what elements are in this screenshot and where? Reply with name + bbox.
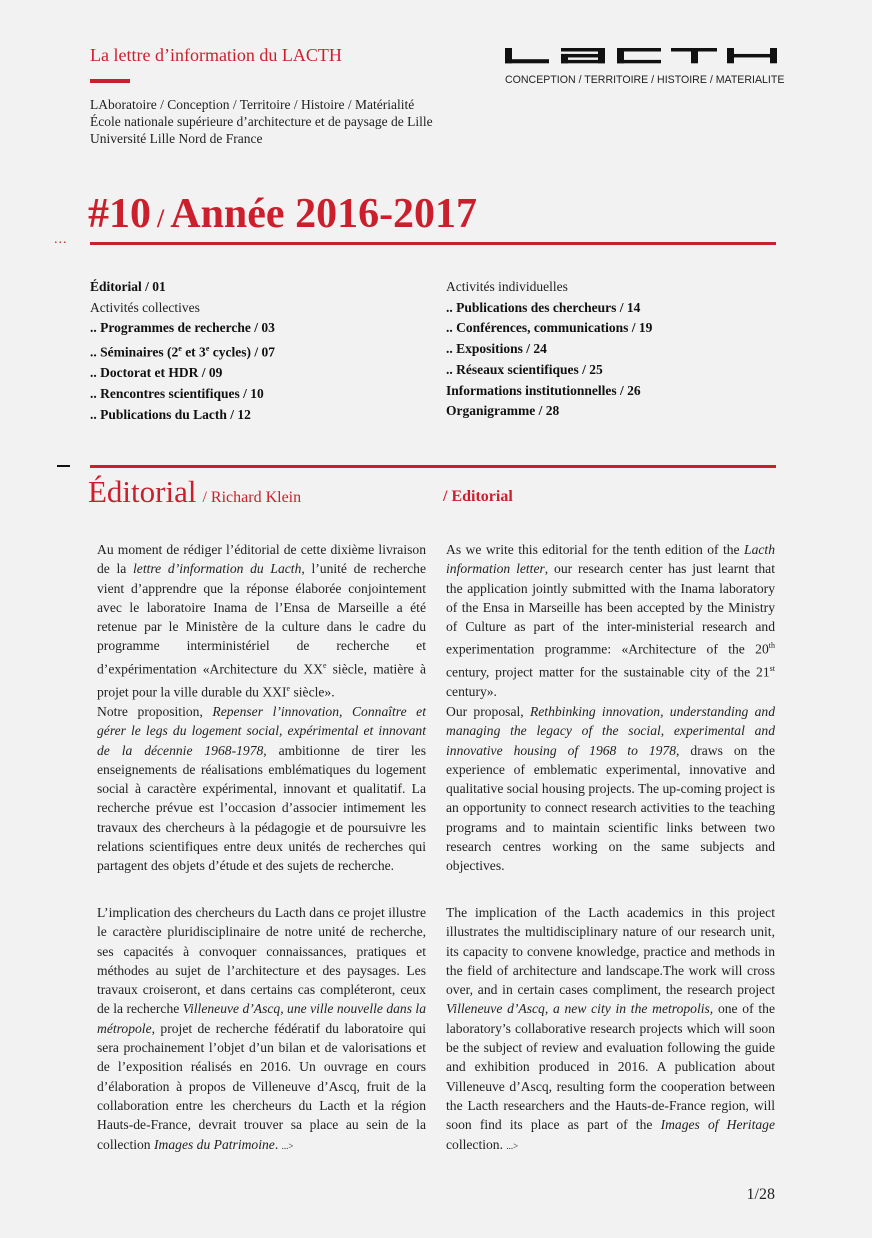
toc-item[interactable]: .. Rencontres scientifiques / 10 <box>90 386 264 402</box>
text-run: th <box>768 641 775 651</box>
paragraph <box>446 702 775 876</box>
editorial-fr-p1 <box>97 540 426 701</box>
editorial-heading <box>88 474 301 510</box>
toc-item[interactable]: .. Programmes de recherche / 03 <box>90 320 275 336</box>
italic-title: Images of Heritage <box>660 1117 775 1133</box>
text-run: Notre proposition, <box>97 704 213 719</box>
toc-item[interactable]: Informations institutionnelles / 26 <box>446 382 641 398</box>
paragraph <box>446 903 775 1156</box>
editorial-fr-p2 <box>97 702 426 876</box>
newsletter-kicker: La lettre d’information du LACTH <box>90 45 342 65</box>
address-line: LAboratoire / Conception / Territoire / Histoire / Matérialité <box>90 97 415 112</box>
title-rule <box>90 242 776 245</box>
text-run: century, project matter for the sustainable city of the 21 <box>446 664 770 680</box>
issue-title: #10 / Année 2016-2017 <box>88 191 478 237</box>
toc-item[interactable]: .. Publications du Lacth / 12 <box>90 406 251 422</box>
editorial-en-p3 <box>446 903 775 1156</box>
paragraph <box>446 540 775 701</box>
toc-item[interactable]: .. Réseaux scientifiques / 25 <box>446 361 603 377</box>
kicker-bar <box>90 79 130 83</box>
logo-subtitle: CONCEPTION / TERRITOIRE / HISTOIRE / MATERIALITE <box>505 74 785 86</box>
text-run: e <box>322 660 327 670</box>
toc-item[interactable]: .. Expositions / 24 <box>446 341 547 357</box>
italic-title: Villeneuve d’Ascq, une ville nouvelle dans la métropole <box>97 1001 426 1036</box>
text-run: siècle». <box>290 684 335 700</box>
lacth-logo <box>505 48 785 86</box>
editorial-author: / Richard Klein <box>202 489 302 506</box>
text-run: The implication of the Lacth academics in this project illustrates the multidisciplinary nature of our research unit, its capacity to convene knowledge, practice and methods in the field of architecture and landscape.The work will cross over, and in certain cases compliment, the research project <box>446 905 775 998</box>
text-run: , projet de recherche fédératif du laboratoire qui sera prochainement l’objet d’un bilan et de valorisations et de l’exposition réalisés en 2016. Un ouvrage en cours d’élaboration à propos de Villeneuve d’Ascq, fruit de la collaboration entre les chercheurs du Lacth et la région Hauts-de-France, devrait trouver sa place au sein de la collection <box>97 1020 426 1152</box>
italic-title: Lacth information letter <box>446 542 775 577</box>
text-run: siècle, matière à projet pour la ville durable du XXI <box>97 661 426 700</box>
text-run: st <box>769 664 775 674</box>
text-run: As we write this editorial for the tenth edition of the <box>446 542 745 557</box>
text-run: collection. <box>446 1136 507 1152</box>
continued-marker: ...> <box>506 1140 519 1151</box>
continued-marker: ...> <box>281 1140 294 1151</box>
toc-item[interactable]: .. Séminaires (2e et 3e cycles) / 07 <box>90 344 275 360</box>
italic-title: lettre d’information du Lacth <box>133 561 302 577</box>
italic-title: Repenser l’innovation, Connaître et gérer le legs du logement social, expérimental et innovant de la décennie 1968-1978 <box>97 704 426 758</box>
text-run: , l’unité de recherche vient d’apprendre que la réponse élaborée conjointement avec le laboratoire Inama de l’Ensa de Marseille a été retenue par le Ministère de la culture dans le cadre du programme interministériel de recherche et d’expérimentation «Architecture du XX <box>97 561 426 677</box>
editorial-rule <box>90 465 776 468</box>
text-run: , our research center has just learnt that the application jointly submitted with the Inama laboratory of the Ensa in Marseille has been accepted by the Ministry of Culture as part of the inter-ministerial research and experimentation programme: «Architecture of the 20 <box>446 561 775 658</box>
toc-item[interactable]: Activités individuelles <box>446 279 568 294</box>
toc-item[interactable]: .. Doctorat et HDR / 09 <box>90 365 223 381</box>
toc-left <box>90 277 275 425</box>
section-dash <box>57 465 70 467</box>
text-run: one of the laboratory’s collaborative research projects which will soon be the subject of review and evaluation following the guide and exhibition produced in 2016. A publication about Villeneuve d’Ascq, resulting form the cooperation between the Lacth researchers and the Hauts-de-France region, will soon find its place as part of the <box>446 1001 775 1133</box>
toc-right <box>446 277 652 422</box>
institution-address <box>90 96 433 147</box>
italic-title: Rethbinking innovation, understanding and managing the legacy of the social, experimental and innovative housing of 1968 to 1978 <box>446 704 776 758</box>
toc-item[interactable]: Organigramme / 28 <box>446 403 560 419</box>
text-run: , ambitionne de tirer les enseignements de réalisations emblématiques du logement social à caractère expérimental, innovant et qualitatif. La recherche prévue est l’occasion d’associer intimement les travaux des chercheurs à la pédagogie et de poursuivre les relations scientifiques entre deux unités de recherches qui partagent des objets d’étude et des sujets de recherche. <box>97 742 426 874</box>
text-run: e <box>286 683 291 693</box>
paragraph <box>97 903 426 1156</box>
address-line: École nationale supérieure d’architecture et de paysage de Lille <box>90 114 433 129</box>
italic-title: Villeneuve d’Ascq, a new city in the metropolis, <box>446 1001 714 1017</box>
logo-word <box>505 48 777 66</box>
toc-item[interactable]: Activités collectives <box>90 299 200 315</box>
paragraph <box>97 540 426 701</box>
editorial-heading-en: / Editorial <box>443 488 513 505</box>
text-run: century». <box>446 684 497 700</box>
italic-title: Images du Patrimoine <box>154 1136 275 1152</box>
page-number: 1/28 <box>746 1186 775 1203</box>
toc-item[interactable]: .. Publications des chercheurs / 14 <box>446 299 641 315</box>
text-run: . <box>274 1136 282 1152</box>
logo-lettering-icon <box>505 48 777 63</box>
paragraph <box>97 702 426 876</box>
text-run: Our proposal, <box>446 704 530 719</box>
dots-marker: ... <box>54 232 68 247</box>
issue-number: #10 <box>88 191 151 237</box>
editorial-en-p2 <box>446 702 775 876</box>
editorial-fr-p3 <box>97 903 426 1156</box>
text-run: L’implication des chercheurs du Lacth dans ce projet illustre le caractère pluridisciplinaire de notre unité de recherche, ses capacités à convoquer connaissances, pratiques et méthodes au sujet de l’architecture et des paysages. Les travaux croiseront, et dans certains cas compléteront, ceux de la recherche <box>97 905 426 1017</box>
text-run: , draws on the experience of emblematic experimental, innovative and qualitative social housing projects. The up-coming project is an opportunity to connect research activities to the teaching programs and to maintain scientific links between two research centres working on the same subjects and objectives. <box>446 742 775 874</box>
text-run: Au moment de rédiger l’éditorial de cette dixième livraison de la <box>97 542 426 577</box>
address-line: Université Lille Nord de France <box>90 131 263 146</box>
toc-item[interactable]: Éditorial / 01 <box>90 279 166 294</box>
issue-year: Année 2016-2017 <box>170 191 478 237</box>
editorial-title: Éditorial <box>88 474 197 509</box>
editorial-en-p1 <box>446 540 775 701</box>
toc-item[interactable]: .. Conférences, communications / 19 <box>446 320 653 336</box>
